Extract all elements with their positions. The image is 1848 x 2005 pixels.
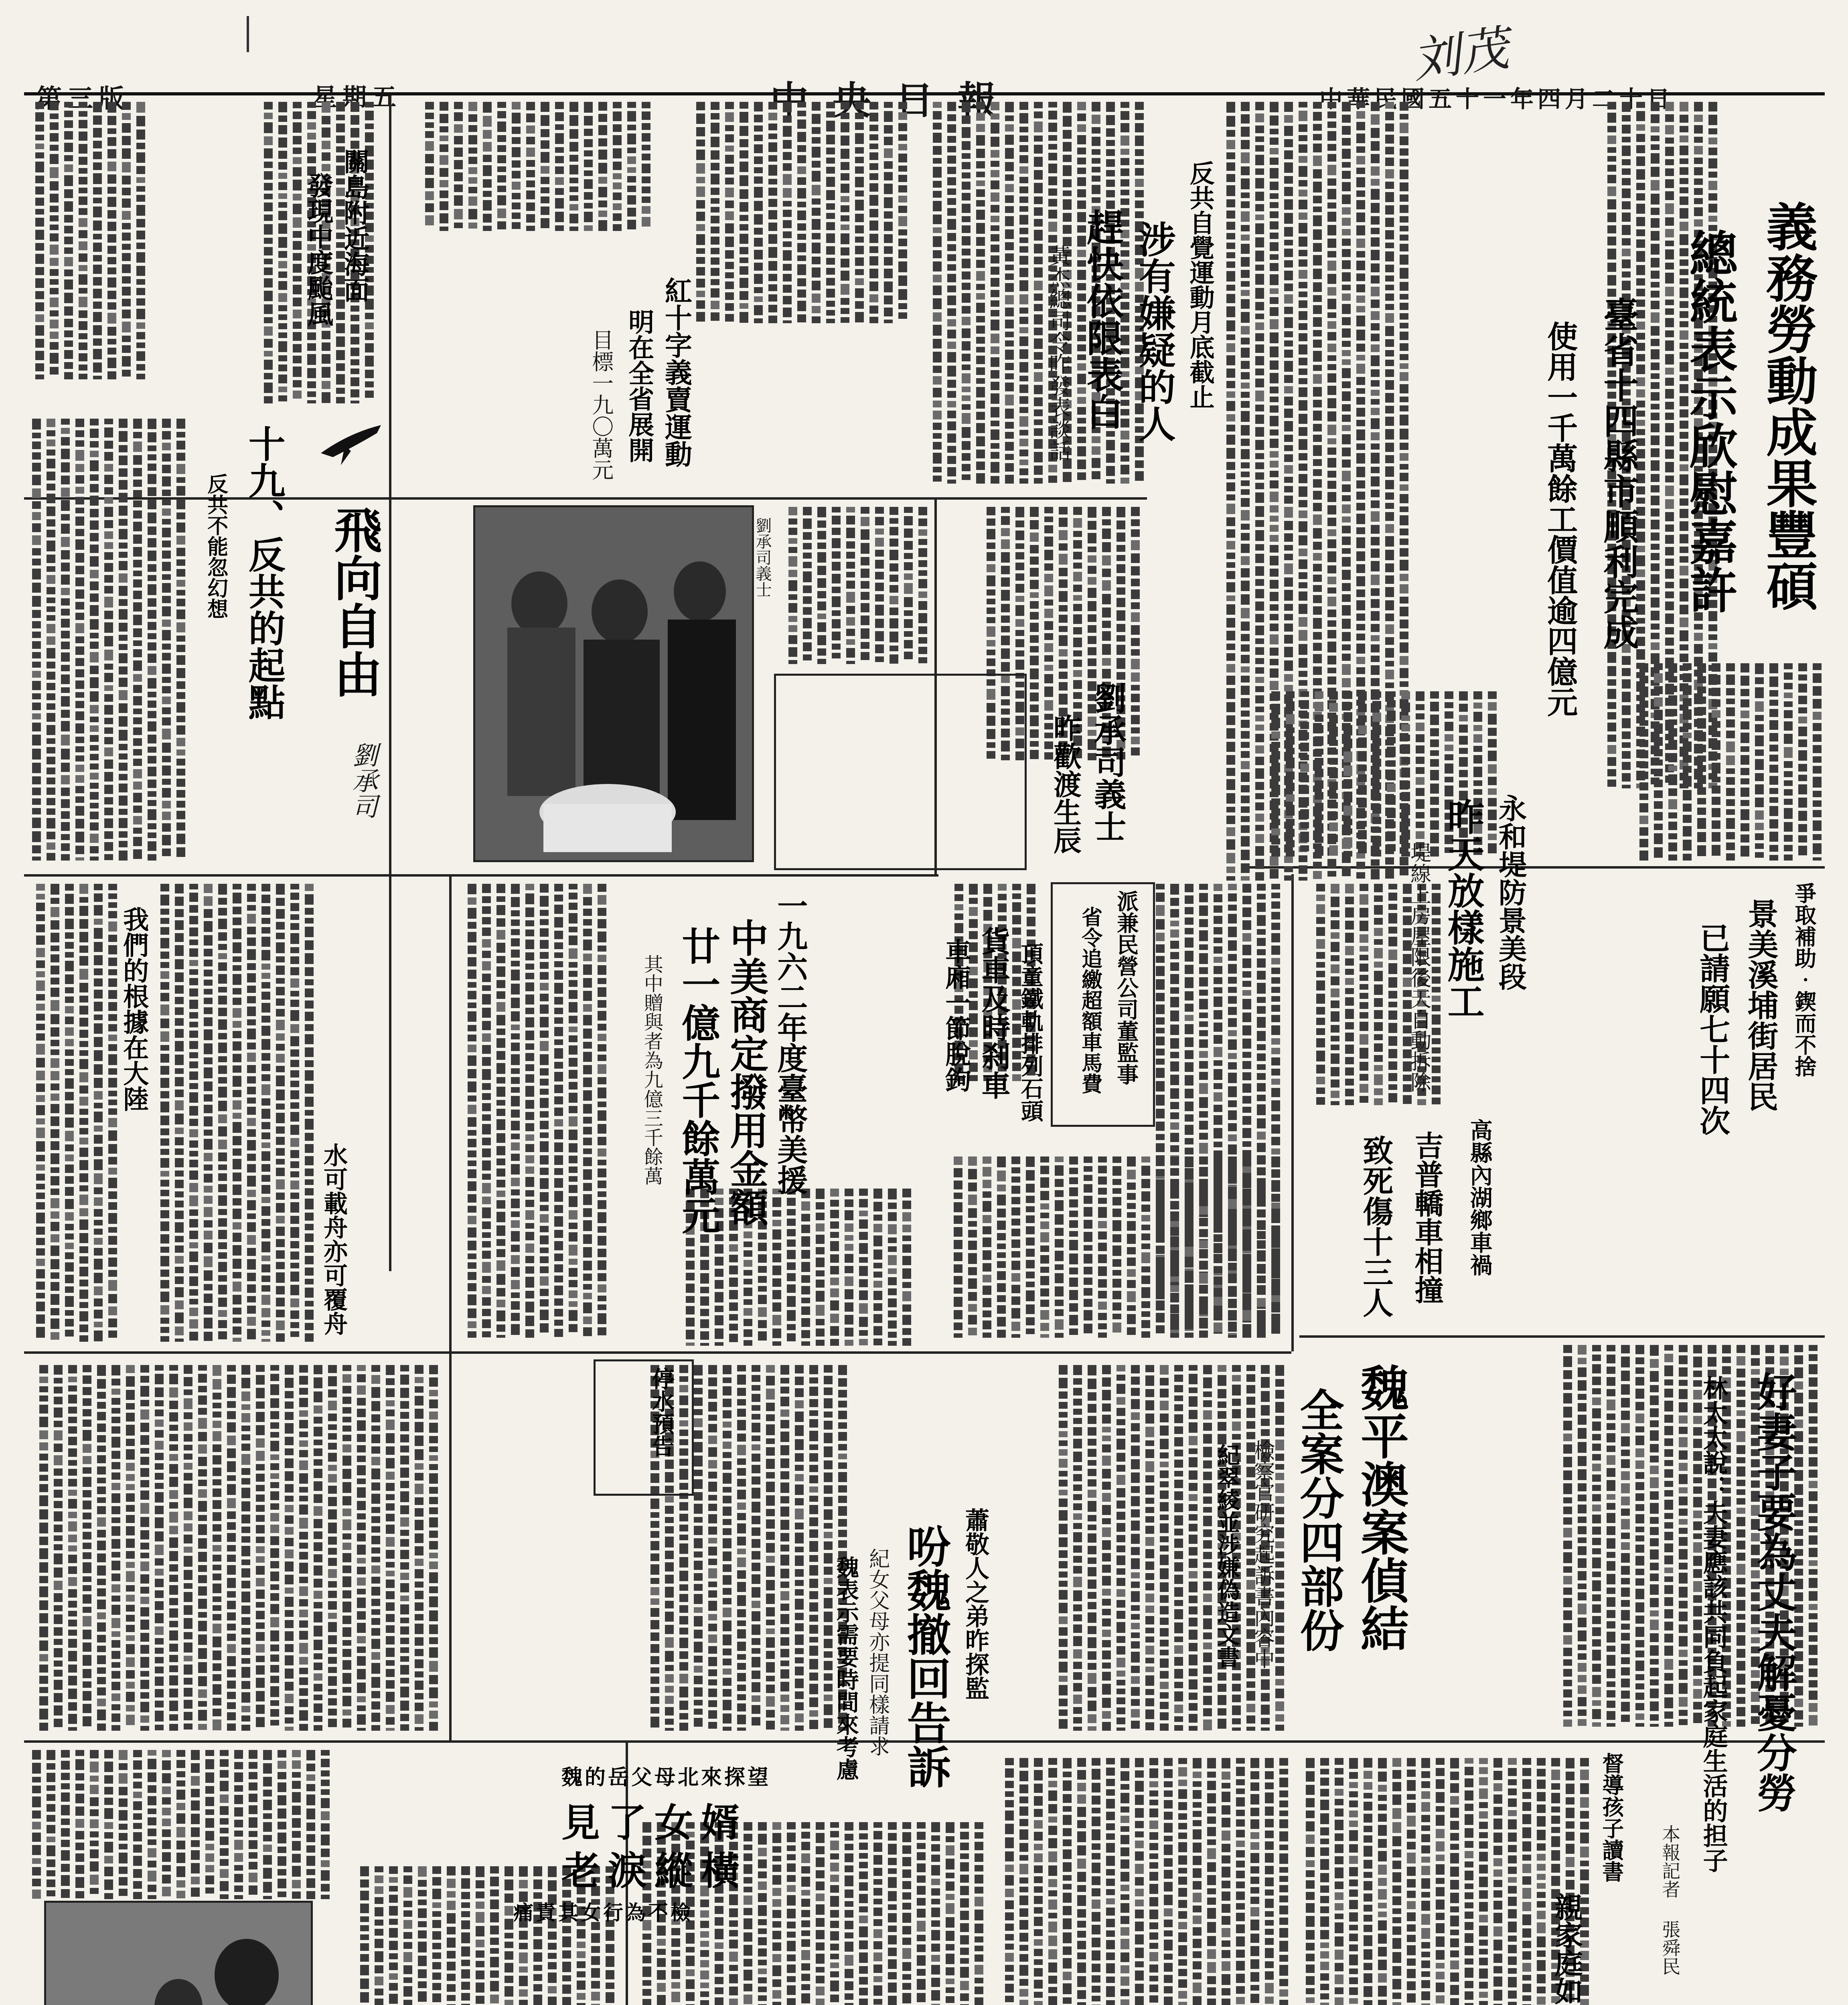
body-text	[778, 505, 930, 666]
article-5-box	[774, 674, 1027, 870]
headline: 飛向自由	[326, 505, 383, 698]
kicker: 紀翠綾並涉嫌偽造文書	[1214, 1444, 1240, 1668]
family-photo	[44, 1901, 313, 2005]
headline: 景美溪埔街居民	[1743, 898, 1779, 1112]
headline: 致死傷十三人	[1358, 1135, 1394, 1318]
headline: 反共不能忽幻想	[203, 473, 228, 619]
headline: 好妻子要為丈夫解憂分勞	[1750, 1371, 1797, 1813]
deck: 吉普轎車相撞	[1410, 1131, 1444, 1304]
tick-mark	[247, 16, 249, 52]
headline: 義務勞動成果豐碩	[1757, 200, 1818, 611]
kicker: 關島附近海面	[339, 148, 370, 302]
body-text	[1303, 1756, 1592, 2005]
body-text	[28, 882, 120, 1343]
subhead: 臺省十四縣市順利完成	[1598, 297, 1640, 650]
body-text	[28, 1363, 441, 1732]
subhead: 昨天放樣施工	[1441, 798, 1485, 1019]
kicker: 爭取補助‧鍥而不捨	[1791, 882, 1817, 1077]
deck: 使用一千萬餘工價值逾四億元	[1542, 321, 1578, 717]
deck: 省令追繳超額車馬費	[1078, 906, 1102, 1094]
headline: 我們的根據在大陸	[119, 906, 149, 1112]
deck: 紀女父母亦提同樣請求	[865, 1548, 890, 1756]
body-text	[148, 882, 317, 1343]
kicker: 魏的岳父母北來探望	[561, 1765, 771, 1790]
body-text	[1003, 1756, 1291, 2005]
headline: 魏平澳案偵結	[1353, 1363, 1409, 1652]
headline: 貨車及時刹車	[977, 926, 1011, 1100]
body-text	[942, 1155, 1283, 1339]
headline: 劉承司義士	[1089, 682, 1127, 842]
target: 目標一九〇萬元	[588, 329, 614, 480]
deck: 明在全省展開	[624, 309, 654, 463]
body-text	[1632, 662, 1825, 862]
center-photo	[473, 505, 754, 862]
headline: 停水預告	[648, 1367, 675, 1457]
deck: 黃杰總司令昨發表談話	[1046, 245, 1071, 461]
kicker: 反共自覺運動月底截止	[1185, 160, 1215, 409]
handwritten-note: 刘茂	[1408, 20, 1512, 89]
headline: 一九六二年度臺幣美援	[772, 890, 808, 1195]
body-text	[28, 417, 188, 862]
weekday: 星期五	[313, 83, 402, 111]
deck: 車廂一節脫鉤	[941, 938, 971, 1092]
byline: 本報記者 張舜民	[1659, 1825, 1681, 1975]
paper-name: 中央日報	[770, 78, 1020, 123]
page-label: 第三版	[36, 84, 130, 114]
deck: 廿一億九千餘萬元	[675, 926, 721, 1234]
kicker: 其中贈與者為九億三千餘萬	[640, 954, 663, 1185]
date-line: 中華民國五十一年四月二十日	[1319, 85, 1674, 113]
body-text	[28, 100, 148, 381]
kicker: 頂童鐵軌排列石頭	[1017, 942, 1044, 1122]
deck: 昨歡渡生辰	[1049, 714, 1082, 854]
subhead: 趕快依限表白	[1080, 209, 1124, 430]
body-text	[694, 100, 910, 325]
deck: 堤線上房屋限後天自動拆除	[1406, 842, 1431, 1092]
body-text	[417, 100, 654, 233]
subhead: 全案分四部份	[1293, 1387, 1345, 1652]
headline: 十九、反共的起點	[242, 425, 286, 720]
signature: 劉承司	[348, 742, 378, 819]
article-12-box	[1051, 882, 1155, 1127]
headline: 派兼民營公司董監事	[1113, 890, 1139, 1085]
photo-caption: 劉承司義士	[753, 517, 772, 597]
airplane-illustration	[317, 417, 385, 473]
headline: 涉有嫌疑的人	[1133, 221, 1176, 442]
body-text	[457, 882, 610, 1339]
headline: 見了女婿	[561, 1800, 748, 1845]
deck: 痛責其女行為不檢	[513, 1901, 693, 1924]
kicker: 高縣內湖鄉車禍	[1466, 1119, 1493, 1276]
subhead: 總統表示欣慰嘉許	[1682, 229, 1738, 614]
article-17-box	[594, 1359, 694, 1496]
subhead: 中美商定撥用金額	[723, 918, 769, 1226]
kicker: 魏表示需要時間來考慮	[833, 1556, 859, 1780]
subhead: 老淚縱橫	[561, 1848, 748, 1894]
subhead: 林太太說：夫妻應該共同負起家庭生活的担子	[1699, 1375, 1728, 1873]
body-text	[28, 1748, 333, 1901]
deck: 親家庭如生命	[1550, 1893, 1584, 2005]
headline: 永和堤防景美段	[1494, 794, 1528, 990]
deck: 檢察官研究起訴書內容中	[1250, 1440, 1275, 1669]
deck: 發現中度颱風	[303, 172, 334, 326]
headline: 水可載舟亦可覆舟	[320, 1143, 348, 1335]
subhead: 已請願七十四次	[1694, 922, 1730, 1136]
headline: 吩魏撤回告訴	[900, 1524, 952, 1788]
headline: 督導孩子讀書	[1599, 1752, 1625, 1882]
subhead: 蕭敬人之弟昨探監	[961, 1508, 989, 1700]
headline: 紅十字義賣運動	[660, 277, 693, 468]
